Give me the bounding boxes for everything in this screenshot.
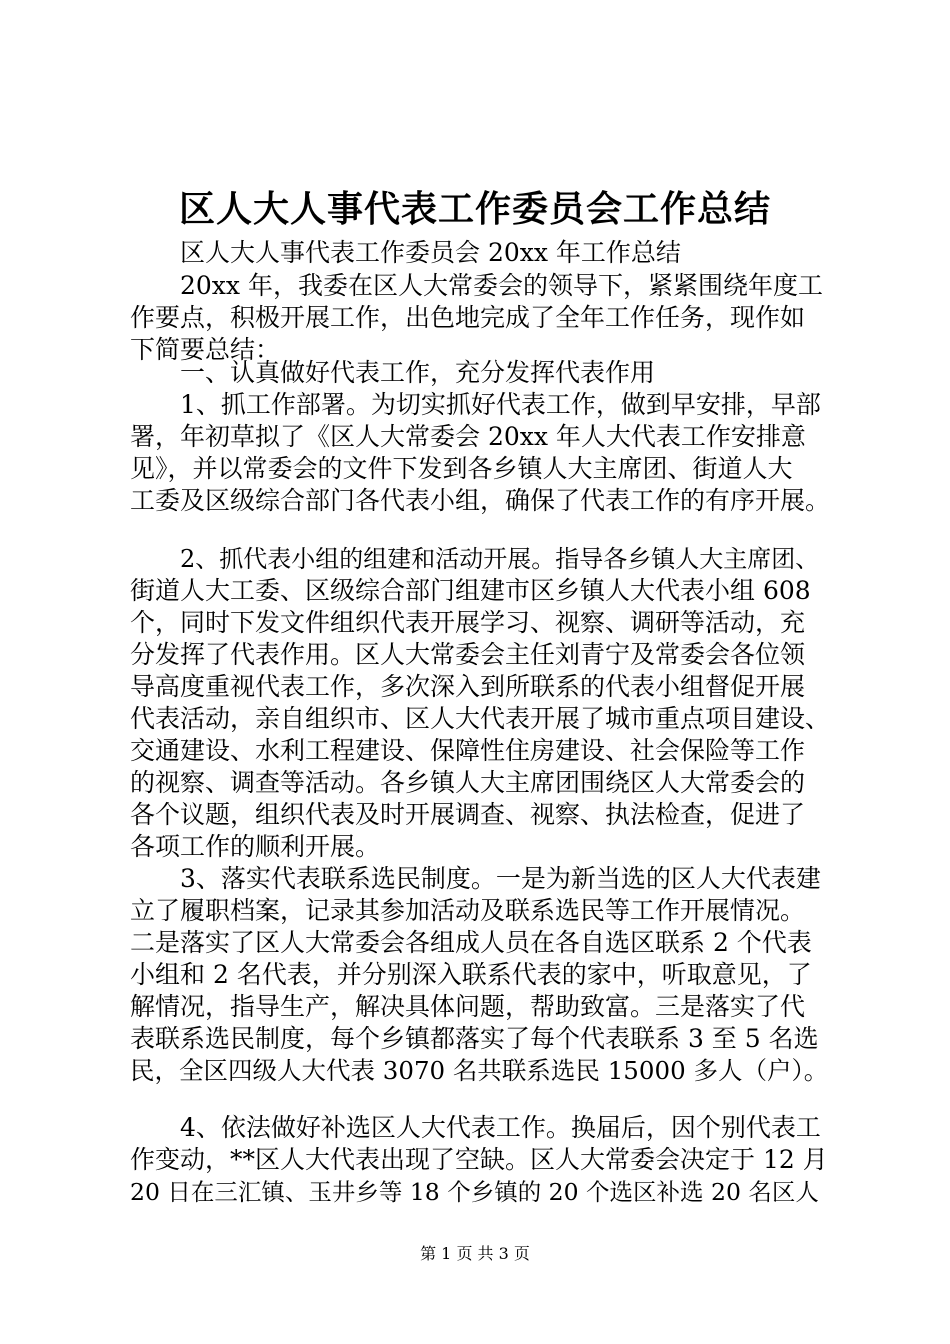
body-line: 民，全区四级人大代表 3070 名共联系选民 15000 多人（户）。 [130,1056,829,1085]
body-line: 2、抓代表小组的组建和活动开展。指导各乡镇人大主席团、 [180,545,820,573]
body-line: 工委及区级综合部门各代表小组，确保了代表工作的有序开展。 [130,486,831,515]
subtitle-line: 区人大人事代表工作委员会 20xx 年工作总结 [180,238,681,267]
body-line: 个，同时下发文件组织代表开展学习、视察、调研等活动，充 [130,608,806,637]
body-line: 代表活动，亲自组织市、区人大代表开展了城市重点项目建设、 [130,704,831,733]
body-line: 各个议题，组织代表及时开展调查、视察、执法检查，促进了 [130,800,806,829]
body-line: 表联系选民制度，每个乡镇都落实了每个代表联系 3 至 5 名选 [130,1024,819,1053]
body-line: 街道人大工委、区级综合部门组建市区乡镇人大代表小组 608 [130,576,811,605]
body-line: 的视察、调查等活动。各乡镇人大主席团围绕区人大常委会的 [130,768,806,797]
section-heading: 一、认真做好代表工作，充分发挥代表作用 [180,358,656,387]
body-line: 1、抓工作部署。为切实抓好代表工作，做到早安排，早部 [180,390,821,419]
page-number-footer: 第 1 页 共 3 页 [420,1244,530,1263]
body-line: 小组和 2 名代表，并分别深入联系代表的家中，听取意见，了 [130,960,812,989]
body-line: 各项工作的顺利开展。 [130,832,381,861]
body-line: 20xx 年，我委在区人大常委会的领导下，紧紧围绕年度工 [180,271,823,300]
body-line: 署，年初草拟了《区人大常委会 20xx 年人大代表工作安排意 [130,422,806,451]
body-line: 立了履职档案，记录其参加活动及联系选民等工作开展情况。 [130,896,806,925]
body-line: 4、依法做好补选区人大代表工作。换届后，因个别代表工 [180,1113,821,1142]
body-line: 解情况，指导生产，解决具体问题，帮助致富。三是落实了代 [130,992,806,1021]
document-title: 区人大人事代表工作委员会工作总结 [178,188,771,230]
body-line: 交通建设、水利工程建设、保障性住房建设、社会保险等工作 [130,736,806,765]
body-line: 3、落实代表联系选民制度。一是为新当选的区人大代表建 [180,864,821,893]
body-line: 导高度重视代表工作，多次深入到所联系的代表小组督促开展 [130,672,806,701]
body-line: 下简要总结： [130,335,281,364]
body-line: 20 日在三汇镇、玉井乡等 18 个乡镇的 20 个选区补选 20 名区人 [130,1178,819,1206]
body-line: 二是落实了区人大常委会各组成人员在各自选区联系 2 个代表 [130,928,812,957]
body-line: 见》，并以常委会的文件下发到各乡镇人大主席团、街道人大 [130,454,793,483]
body-line: 作要点，积极开展工作，出色地完成了全年工作任务，现作如 [130,303,806,332]
body-line: 作变动，**区人大代表出现了空缺。区人大常委会决定于 12 月 [130,1145,828,1174]
body-line: 分发挥了代表作用。区人大常委会主任刘青宁及常委会各位领 [130,640,806,669]
